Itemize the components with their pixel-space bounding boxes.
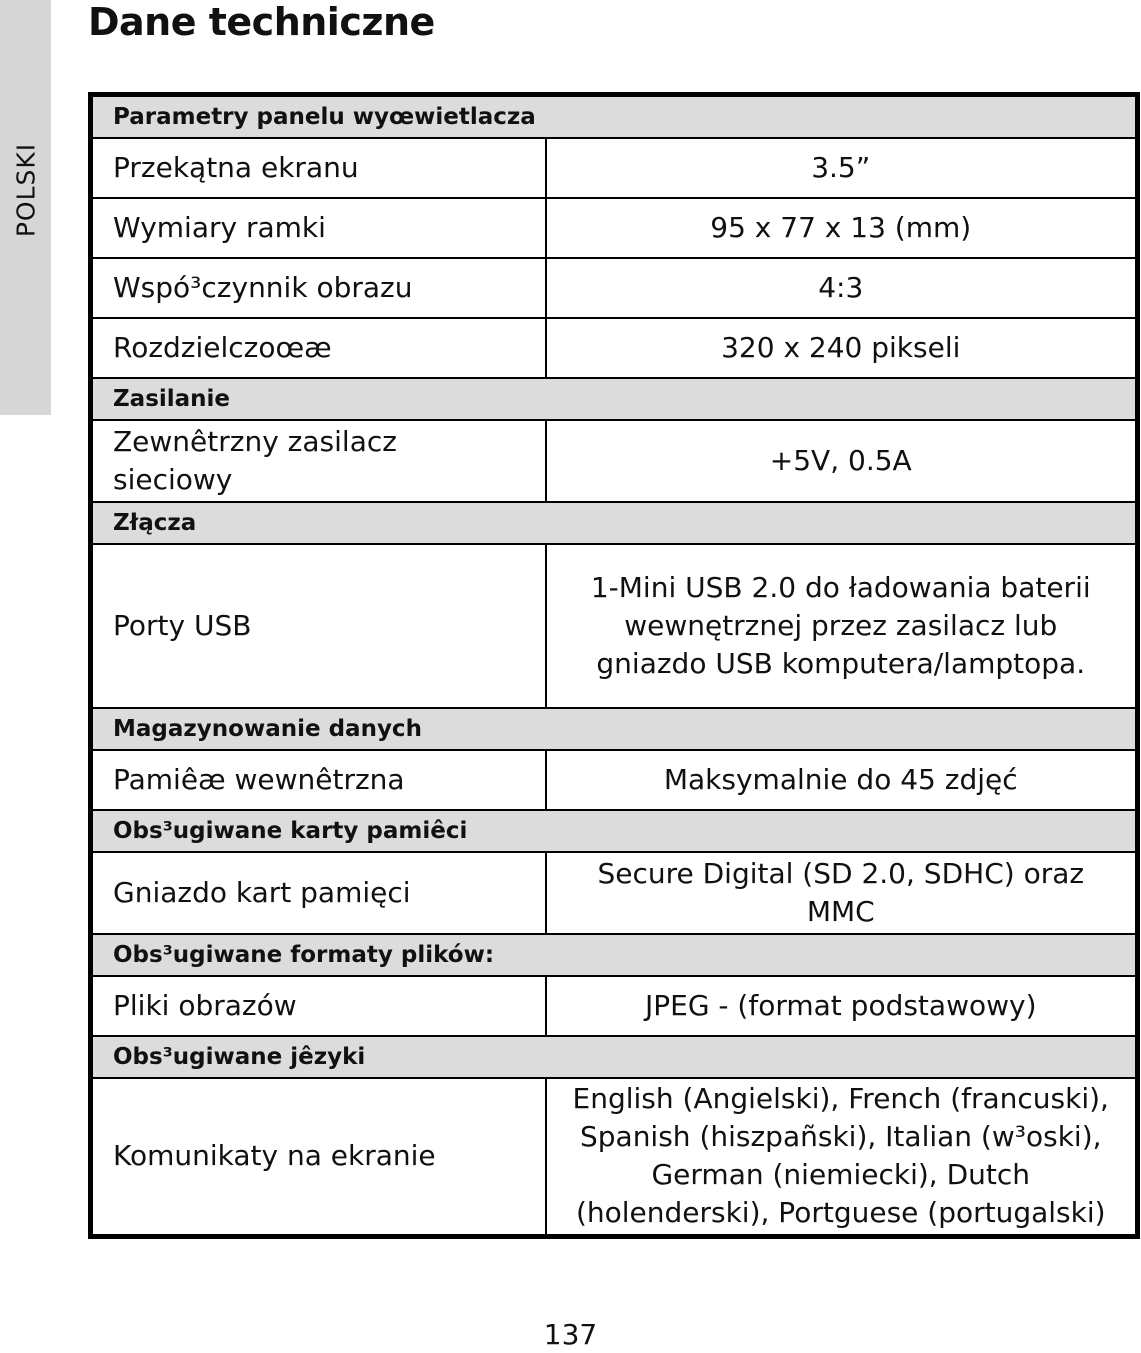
- spec-value: JPEG - (format podstawowy): [546, 976, 1138, 1036]
- spec-label: Gniazdo kart pamięci: [91, 852, 546, 934]
- table-row: [91, 258, 1138, 318]
- spec-label: Pamiêæ wewnêtrzna: [91, 750, 546, 810]
- spec-label: Pliki obrazów: [91, 976, 546, 1036]
- table-row: [91, 976, 1138, 1036]
- spec-label: Zewnêtrzny zasilacz sieciowy: [91, 420, 546, 502]
- language-label: POLSKI: [11, 142, 41, 238]
- spec-label: Wymiary ramki: [91, 198, 546, 258]
- spec-value: 95 x 77 x 13 (mm): [546, 198, 1138, 258]
- section-header: [91, 502, 1138, 544]
- spec-value: 320 x 240 pikseli: [546, 318, 1138, 378]
- spec-value: +5V, 0.5A: [546, 420, 1138, 502]
- section-title: Magazynowanie danych: [91, 708, 1138, 750]
- table-row: [91, 852, 1138, 934]
- section-title: Złącza: [91, 502, 1138, 544]
- section-header: [91, 1036, 1138, 1078]
- table-row: [91, 750, 1138, 810]
- table-row: [91, 544, 1138, 708]
- table-row: [91, 318, 1138, 378]
- section-header: [91, 378, 1138, 420]
- spec-table: [88, 92, 1140, 1239]
- spec-label: Porty USB: [91, 544, 546, 708]
- section-header: [91, 708, 1138, 750]
- table-row: [91, 420, 1138, 502]
- section-header: [91, 95, 1138, 139]
- spec-value: English (Angielski), French (francuski), Spanish (hiszpañski), Italian (w³oski), German (niemiecki), Dutch (holenderski), Portguese (portugalski): [546, 1078, 1138, 1236]
- spec-label: Przekątna ekranu: [91, 138, 546, 198]
- table-row: [91, 198, 1138, 258]
- section-title: Obs³ugiwane jêzyki: [91, 1036, 1138, 1078]
- language-side-tab: [0, 0, 51, 415]
- table-row: [91, 1078, 1138, 1236]
- section-header: [91, 810, 1138, 852]
- section-title: Obs³ugiwane karty pamiêci: [91, 810, 1138, 852]
- section-header: [91, 934, 1138, 976]
- spec-label: Wspó³czynnik obrazu: [91, 258, 546, 318]
- spec-label: Rozdzielczoœæ: [91, 318, 546, 378]
- table-row: [91, 138, 1138, 198]
- section-title: Obs³ugiwane formaty plików:: [91, 934, 1138, 976]
- page-number: 137: [543, 1318, 598, 1351]
- section-title: Zasilanie: [91, 378, 1138, 420]
- page-title: Dane techniczne: [88, 0, 435, 44]
- spec-value: 1-Mini USB 2.0 do ładowania baterii wewnętrznej przez zasilacz lub gniazdo USB komputera/lamptopa.: [546, 544, 1138, 708]
- spec-label: Komunikaty na ekranie: [91, 1078, 546, 1236]
- spec-value: 3.5”: [546, 138, 1138, 198]
- spec-value: Secure Digital (SD 2.0, SDHC) oraz MMC: [546, 852, 1138, 934]
- spec-value: Maksymalnie do 45 zdjęć: [546, 750, 1138, 810]
- section-title: Parametry panelu wyœwietlacza: [91, 95, 1138, 139]
- spec-value: 4:3: [546, 258, 1138, 318]
